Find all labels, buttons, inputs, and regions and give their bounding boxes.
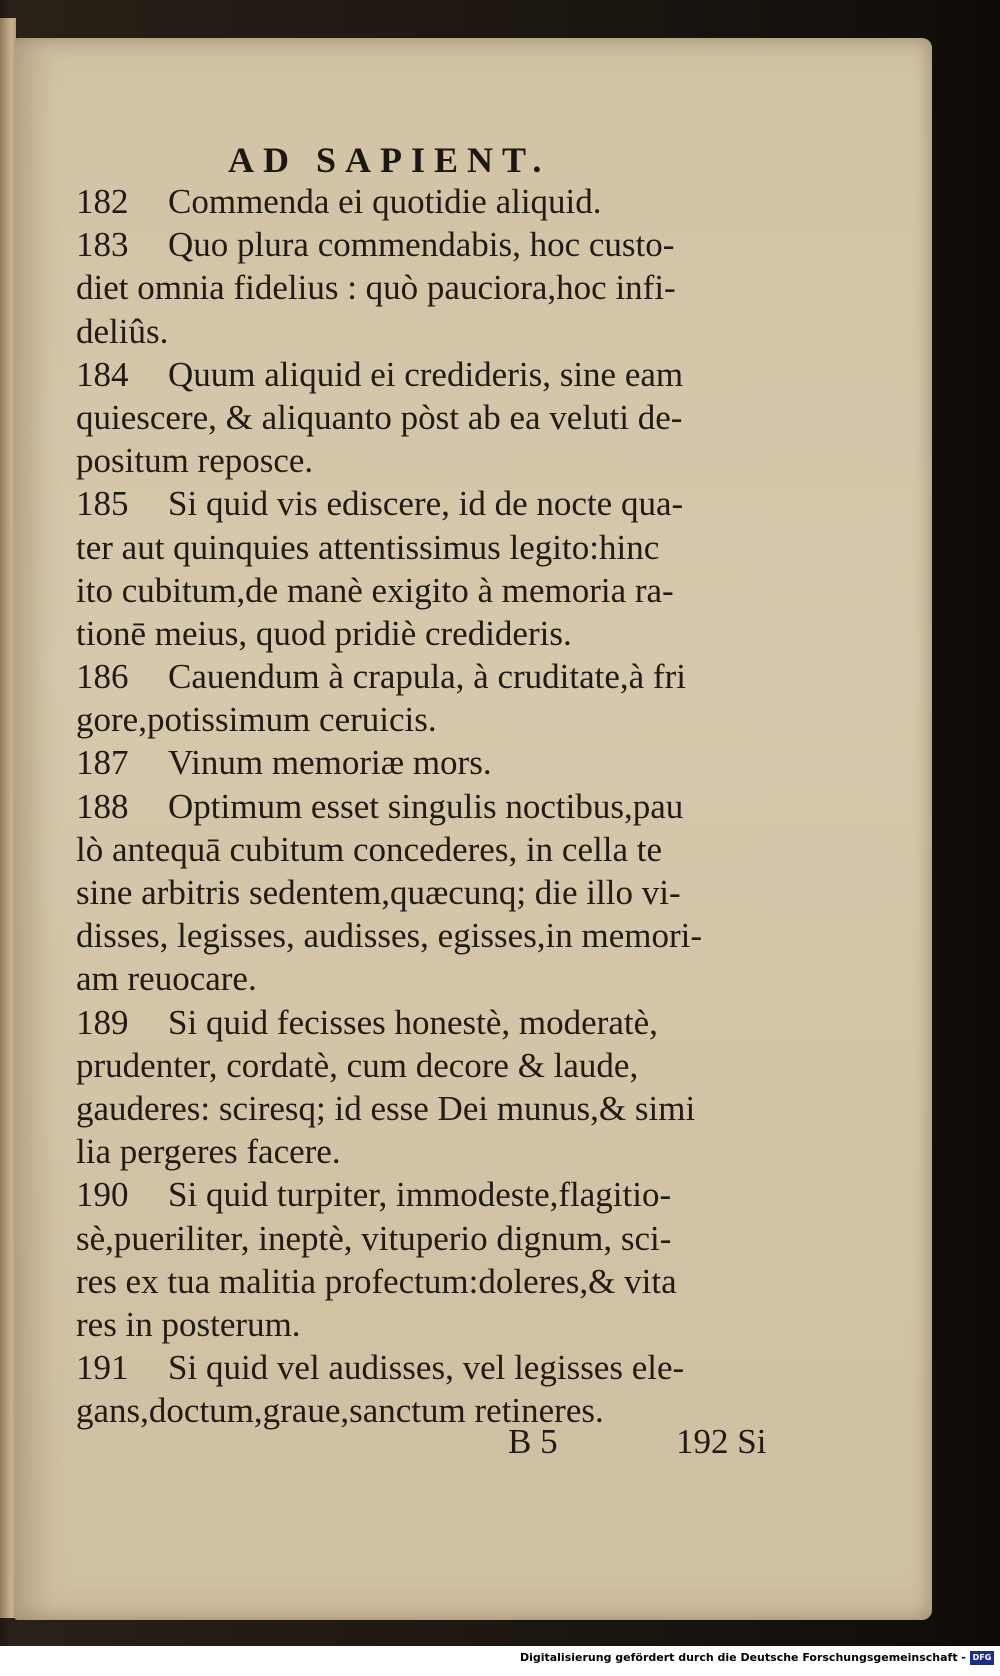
text-line xyxy=(76,1001,806,1044)
page-footer xyxy=(0,1420,800,1464)
paragraph-number: 185 xyxy=(76,484,129,524)
text-line xyxy=(76,223,806,266)
catchword: 192 Si xyxy=(676,1422,767,1461)
line-text: gauderes: sciresq; id esse Dei munus,& simi xyxy=(76,1088,696,1128)
text-line xyxy=(76,1260,806,1303)
page-body xyxy=(76,180,806,1432)
line-text: tionē meius, quod pridiè credideris. xyxy=(76,613,572,653)
text-line xyxy=(76,569,806,612)
paragraph-number: 189 xyxy=(76,1002,129,1042)
line-text: Cauendum à crapula, à cruditate,à fri xyxy=(168,657,686,697)
line-text: quiescere, & aliquanto pòst ab ea veluti de- xyxy=(76,397,683,437)
running-head: AD SAPIENT. xyxy=(228,140,551,180)
paragraph-number: 184 xyxy=(76,354,129,394)
text-line xyxy=(76,1303,806,1346)
paragraph-number: 186 xyxy=(76,657,129,697)
line-text: res in posterum. xyxy=(76,1304,301,1344)
line-text: ito cubitum,de manè exigito à memoria ra- xyxy=(76,570,674,610)
line-text: Si quid turpiter, immodeste,flagitio- xyxy=(168,1175,672,1215)
paragraph-number: 190 xyxy=(76,1175,129,1215)
text-line xyxy=(76,871,806,914)
line-text: prudenter, cordatè, cum decore & laude, xyxy=(76,1045,639,1085)
paragraph-number: 182 xyxy=(76,182,129,221)
text-line xyxy=(76,180,806,223)
text-line xyxy=(76,396,806,439)
line-text: gore,potissimum ceruicis. xyxy=(76,700,437,740)
line-text: Optimum esset singulis noctibus,pau xyxy=(168,786,684,826)
text-line xyxy=(76,1173,806,1216)
text-line xyxy=(76,1346,806,1389)
line-text: disses, legisses, audisses, egisses,in memori- xyxy=(76,916,703,956)
line-text: sè,pueriliter, ineptè, vituperio dignum, sci- xyxy=(76,1218,672,1258)
paragraph-number: 187 xyxy=(76,743,129,783)
line-text: sine arbitris sedentem,quæcunq; die illo vi- xyxy=(76,873,681,912)
digitization-credit: Digitalisierung gefördert durch die Deutsche Forschungsgemeinschaft - xyxy=(519,1651,966,1664)
text-line xyxy=(76,785,806,828)
text-line xyxy=(76,741,806,784)
text-line xyxy=(76,1130,806,1173)
line-text: diet omnia fidelius : quò pauciora,hoc infi- xyxy=(76,268,676,308)
text-line xyxy=(76,914,806,957)
line-text: positum reposce. xyxy=(76,441,314,481)
line-text: Quo plura commendabis, hoc custo- xyxy=(168,225,675,265)
text-line xyxy=(76,266,806,309)
dfg-logo: DFG xyxy=(970,1651,994,1665)
paragraph-number: 188 xyxy=(76,786,129,826)
line-text: gans,doctum,graue,sanctum retineres. xyxy=(76,1391,604,1431)
paragraph-number: 183 xyxy=(76,225,129,265)
text-line xyxy=(76,957,806,1000)
text-line xyxy=(76,828,806,871)
line-text: lò antequā cubitum concederes, in cella te xyxy=(76,829,662,869)
text-line xyxy=(76,353,806,396)
text-line xyxy=(76,1217,806,1260)
text-line xyxy=(76,1044,806,1087)
text-line xyxy=(76,526,806,569)
text-line xyxy=(76,310,806,353)
line-text: Si quid vel audisses, vel legisses ele- xyxy=(168,1348,685,1388)
line-text: res ex tua malitia profectum:doleres,& vita xyxy=(76,1261,677,1301)
signature-mark: B 5 xyxy=(508,1422,558,1461)
line-text: Commenda ei quotidie aliquid. xyxy=(168,182,602,221)
text-line xyxy=(76,655,806,698)
text-line xyxy=(76,1087,806,1130)
line-text: ter aut quinquies attentissimus legito:hinc xyxy=(76,527,660,567)
line-text: Si quid fecisses honestè, moderatè, xyxy=(168,1002,658,1042)
paragraph-number: 191 xyxy=(76,1348,129,1388)
text-line xyxy=(76,482,806,525)
line-text: Vinum memoriæ mors. xyxy=(168,743,492,783)
line-text: Si quid vis ediscere, id de nocte qua- xyxy=(168,484,684,524)
line-text: lia pergeres facere. xyxy=(76,1132,341,1172)
line-text: am reuocare. xyxy=(76,959,257,999)
line-text: deliûs. xyxy=(76,311,169,351)
text-line xyxy=(76,439,806,482)
text-line xyxy=(76,698,806,741)
line-text: Quum aliquid ei credideris, sine eam xyxy=(168,354,684,394)
text-line xyxy=(76,612,806,655)
